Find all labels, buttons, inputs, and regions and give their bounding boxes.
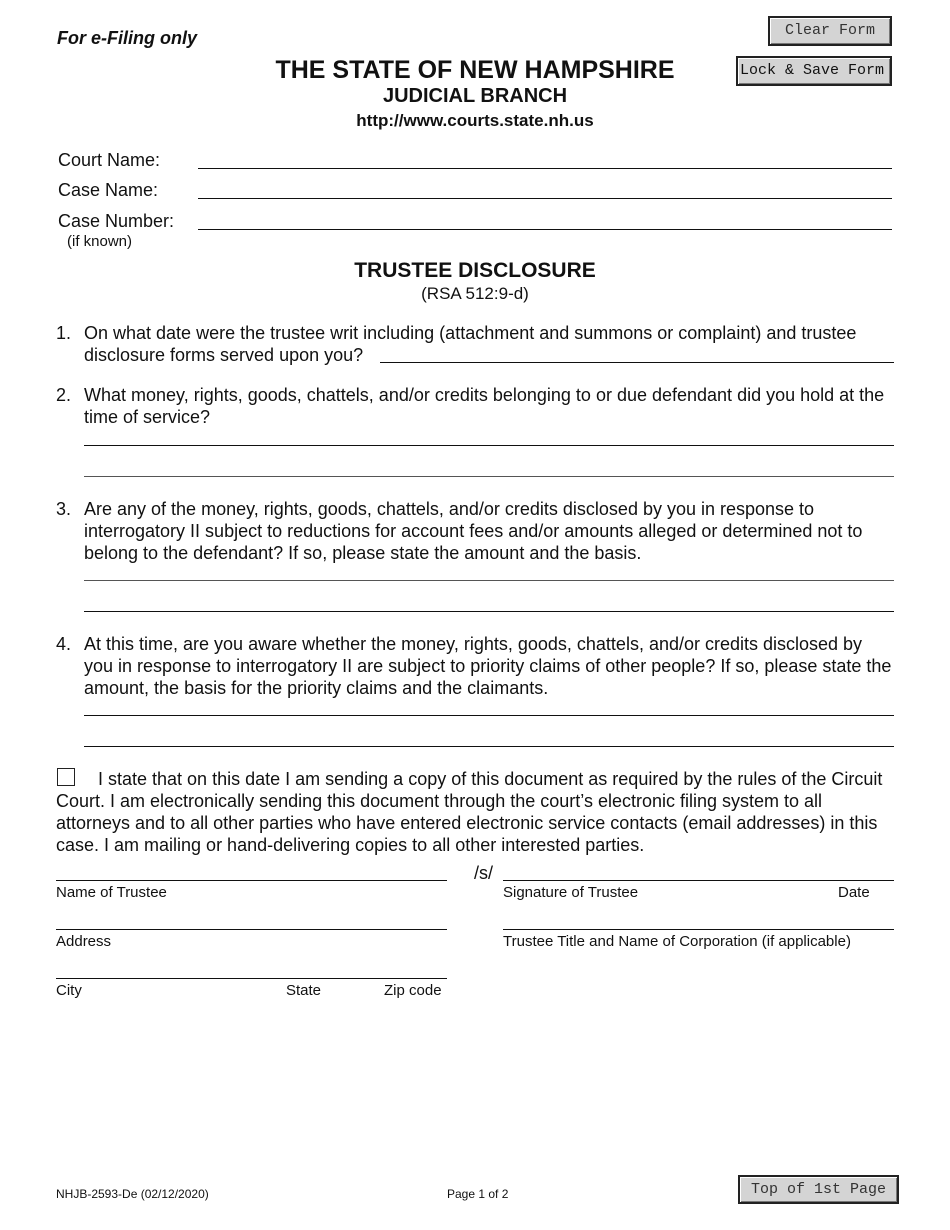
- question-text: Are any of the money, rights, goods, chattels, and/or credits disclosed by you in response to interrogatory II subject to reductions for account fees and/or amounts alleged or determined not to belong to the defendant? If so, please state the amount and the basis.: [84, 499, 863, 563]
- service-date-line: [380, 362, 894, 363]
- court-name-label: Court Name:: [58, 150, 161, 170]
- question-2: [56, 384, 896, 428]
- city-label: City: [56, 982, 82, 999]
- q3-answer-input[interactable]: [86, 566, 892, 612]
- city-line: [56, 978, 447, 979]
- question-number: 3.: [56, 499, 72, 519]
- state-title: THE STATE OF NEW HAMPSHIRE: [275, 56, 675, 84]
- case-name-input[interactable]: [200, 178, 890, 198]
- q3-answer-line: [84, 611, 894, 612]
- trustee-signature-label: Signature of Trustee: [503, 884, 639, 901]
- q4-answer-line: [84, 715, 894, 716]
- q2-answer-line: [84, 476, 894, 477]
- q4-answer-input[interactable]: [86, 700, 892, 746]
- state-label: State: [286, 982, 322, 999]
- court-url: http://www.courts.state.nh.us: [356, 111, 594, 130]
- trustee-title-input[interactable]: [505, 911, 891, 929]
- question-3: [56, 498, 896, 564]
- trustee-signature-line: [503, 880, 894, 881]
- question-text: At this time, are you aware whether the money, rights, goods, chattels, and/or credits disclosed by you in response to interrogatory II are subject to priority claims of other people? If so, please state the amount, the basis for the priority claims and the claimants.: [84, 634, 892, 698]
- certification-text: I state that on this date I am sending a copy of this document as required by the rules of the Circuit Court. I am electronically sending this document through the court’s electronic filing system to all attorneys and to all other parties who have entered electronic service contacts (email addresses) in this case. I am mailing or hand-delivering copies to all other interested parties.: [56, 769, 883, 855]
- page-number: Page 1 of 2: [447, 1187, 509, 1201]
- trustee-name-input[interactable]: [58, 862, 444, 880]
- case-name-label: Case Name:: [58, 180, 159, 200]
- trustee-name-label: Name of Trustee: [56, 884, 167, 901]
- address-label: Address: [56, 933, 112, 950]
- zip-label: Zip code: [384, 982, 442, 999]
- q3-answer-line: [84, 580, 894, 581]
- service-date-input[interactable]: [382, 344, 892, 362]
- city-state-zip-input[interactable]: [58, 960, 444, 978]
- trustee-name-line: [56, 880, 447, 881]
- question-text: What money, rights, goods, chattels, and/or credits belonging to or due defendant did you hold at the time of service?: [84, 385, 885, 427]
- top-of-first-page-button[interactable]: Top of 1st Page: [738, 1175, 899, 1204]
- case-name-line: [198, 198, 892, 199]
- address-line: [56, 929, 447, 930]
- trustee-signature-input[interactable]: [505, 862, 891, 880]
- question-4: [56, 633, 896, 699]
- if-known-note: (if known): [67, 233, 133, 250]
- form-title: TRUSTEE DISCLOSURE: [354, 259, 596, 282]
- case-number-label: Case Number:: [58, 211, 175, 231]
- q4-answer-line: [84, 746, 894, 747]
- efiling-note: For e-Filing only: [57, 28, 197, 48]
- q2-answer-line: [84, 445, 894, 446]
- address-input[interactable]: [58, 911, 444, 929]
- question-number: 2.: [56, 385, 72, 405]
- question-text: On what date were the trustee writ including (attachment and summons or complaint) and trustee disclosure forms served upon you?: [84, 323, 857, 365]
- court-name-line: [198, 168, 892, 169]
- clear-form-button[interactable]: Clear Form: [768, 16, 892, 46]
- trustee-title-label: Trustee Title and Name of Corporation (if applicable): [503, 933, 851, 950]
- lock-save-form-button[interactable]: Lock & Save Form: [736, 56, 892, 86]
- slash-s-marker: /s/: [474, 863, 494, 883]
- case-number-line: [198, 229, 892, 230]
- date-label: Date: [838, 884, 870, 901]
- q2-answer-input[interactable]: [86, 430, 892, 476]
- form-id: NHJB-2593-De (02/12/2020): [56, 1187, 209, 1201]
- branch-title: JUDICIAL BRANCH: [382, 85, 568, 107]
- question-number: 4.: [56, 634, 72, 654]
- question-number: 1.: [56, 323, 72, 343]
- case-number-input[interactable]: [200, 209, 890, 229]
- trustee-title-line: [503, 929, 894, 930]
- court-name-input[interactable]: [200, 148, 890, 168]
- form-statute: (RSA 512:9-d): [421, 284, 529, 303]
